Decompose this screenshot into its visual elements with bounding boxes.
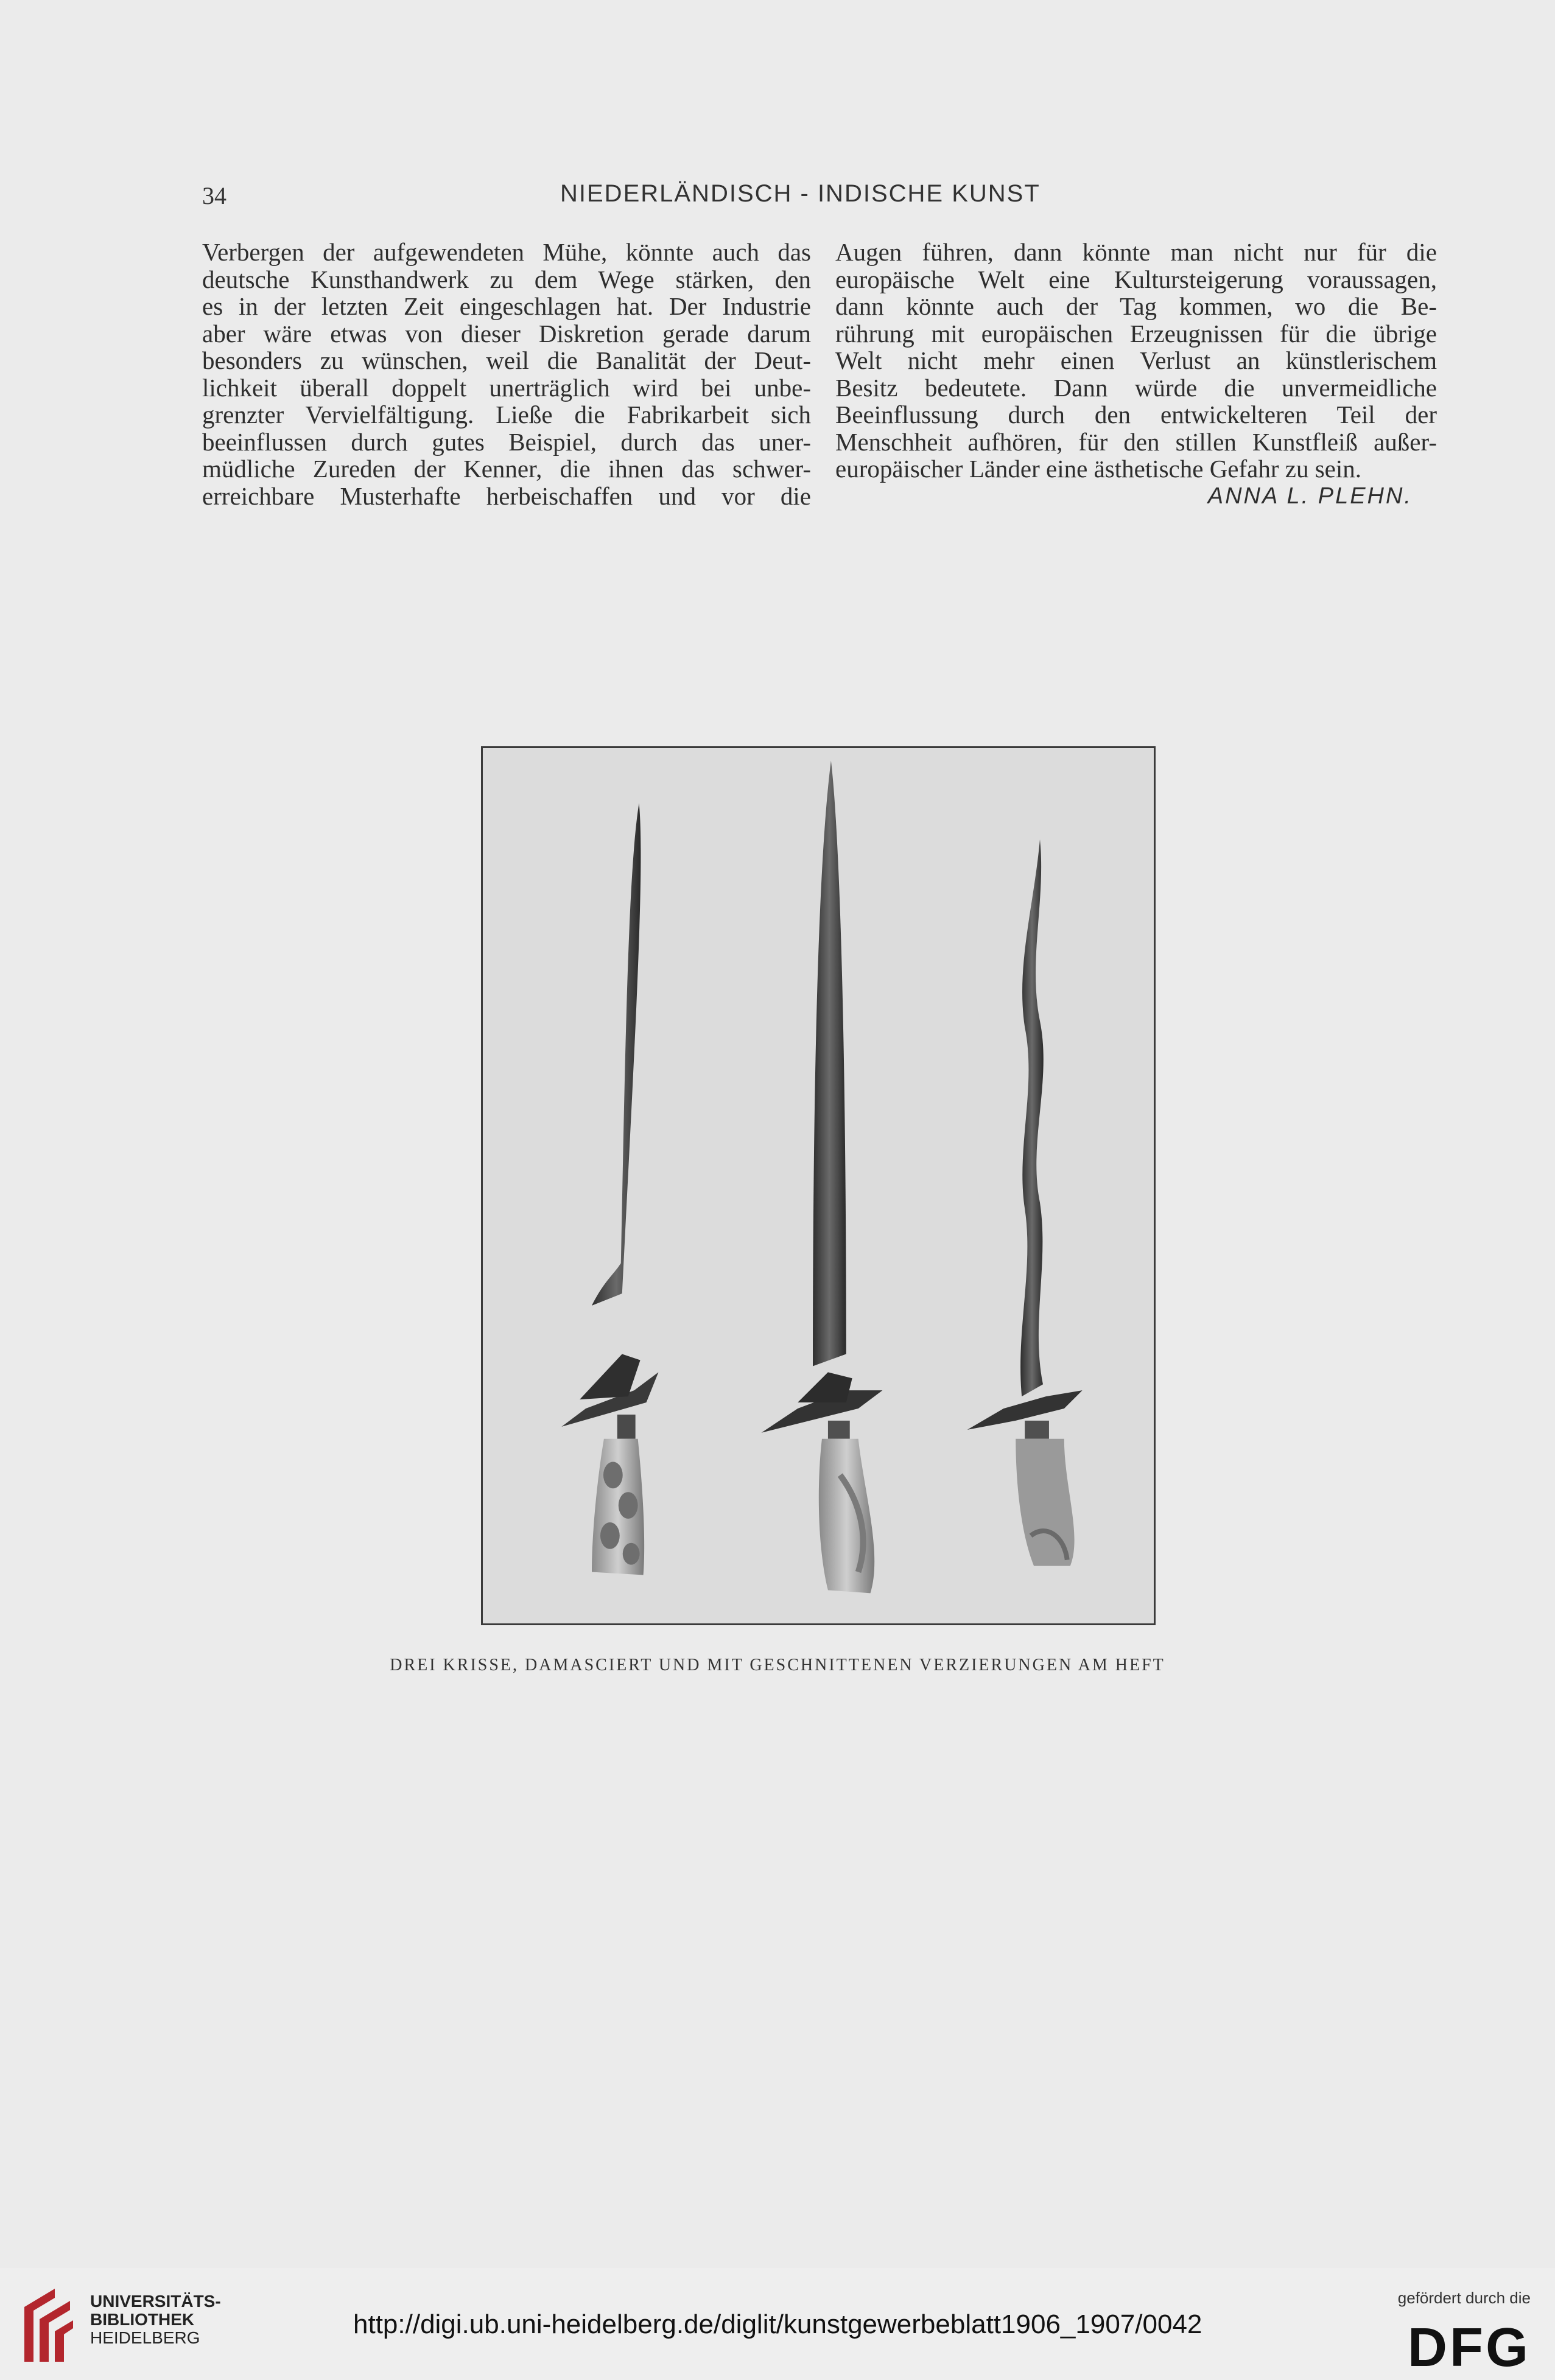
library-name-line: BIBLIOTHEK bbox=[90, 2310, 195, 2329]
text-line: europäische Welt eine Kultursteigerung voraussagen, bbox=[835, 265, 1437, 293]
text-line: Besitz bedeutete. Dann würde die unvermeidliche bbox=[835, 373, 1437, 402]
text-line: rührung mit europäischen Erzeugnissen für die übrige bbox=[835, 319, 1437, 348]
text-line: dann könnte auch der Tag kommen, wo die Be- bbox=[835, 292, 1437, 320]
running-title: NIEDERLÄNDISCH - INDISCHE KUNST bbox=[560, 180, 1041, 207]
text-line: Menschheit aufhören, für den stillen Kunstfleiß außer- bbox=[835, 427, 1437, 456]
text-line: lichkeit überall doppelt unerträglich wird bei unbe- bbox=[202, 373, 811, 402]
library-name bbox=[90, 2292, 221, 2347]
text-line: erreichbare Musterhafte herbeischaffen und vor die bbox=[202, 481, 811, 510]
text-line: es in der letzten Zeit eingeschlagen hat. Der Industrie bbox=[202, 292, 811, 320]
text-line: Augen führen, dann könnte man nicht nur für die bbox=[835, 238, 1437, 266]
three-kris-daggers-illustration bbox=[483, 748, 1154, 1623]
left-text-column bbox=[202, 239, 811, 509]
university-library-logo-icon bbox=[18, 2283, 77, 2368]
right-text-column bbox=[835, 239, 1437, 509]
text-line: aber wäre etwas von dieser Diskretion gerade darum bbox=[202, 319, 811, 348]
text-line: deutsche Kunsthandwerk zu dem Wege stärken, den bbox=[202, 265, 811, 293]
text-line: grenzter Vervielfältigung. Ließe die Fabrikarbeit sich bbox=[202, 401, 811, 429]
funding-note: gefördert durch die bbox=[1397, 2289, 1531, 2307]
author-signature: ANNA L. PLEHN. bbox=[1207, 483, 1413, 509]
text-line: besonders zu wünschen, weil die Banalität der Deut- bbox=[202, 346, 811, 374]
text-line: beeinflussen durch gutes Beispiel, durch das uner- bbox=[202, 427, 811, 456]
text-line: Beeinflussung durch den entwickelteren Teil der bbox=[835, 401, 1437, 429]
dfg-logo: DFG bbox=[1408, 2317, 1531, 2378]
library-name-line: HEIDELBERG bbox=[90, 2328, 200, 2347]
kris-photograph bbox=[481, 746, 1156, 1625]
viewer-footer bbox=[0, 2268, 1555, 2380]
figure-caption: DREI KRISSE, DAMASCIERT UND MIT GESCHNITTENEN VERZIERUNGEN AM HEFT bbox=[390, 1656, 1165, 1675]
page-number: 34 bbox=[202, 182, 226, 209]
text-line: müdliche Zureden der Kenner, die ihnen das schwer- bbox=[202, 455, 811, 483]
text-line: Welt nicht mehr einen Verlust an künstlerischem bbox=[835, 346, 1437, 374]
text-line: Verbergen der aufgewendeten Mühe, könnte auch das bbox=[202, 238, 811, 266]
text-line: europäischer Länder eine ästhetische Gefahr zu sein. bbox=[835, 455, 1362, 483]
document-url-link[interactable]: http://digi.ub.uni-heidelberg.de/diglit/kunstgewerbeblatt1906_1907/0042 bbox=[353, 2309, 1202, 2339]
library-name-line: UNIVERSITÄTS- bbox=[90, 2292, 221, 2311]
